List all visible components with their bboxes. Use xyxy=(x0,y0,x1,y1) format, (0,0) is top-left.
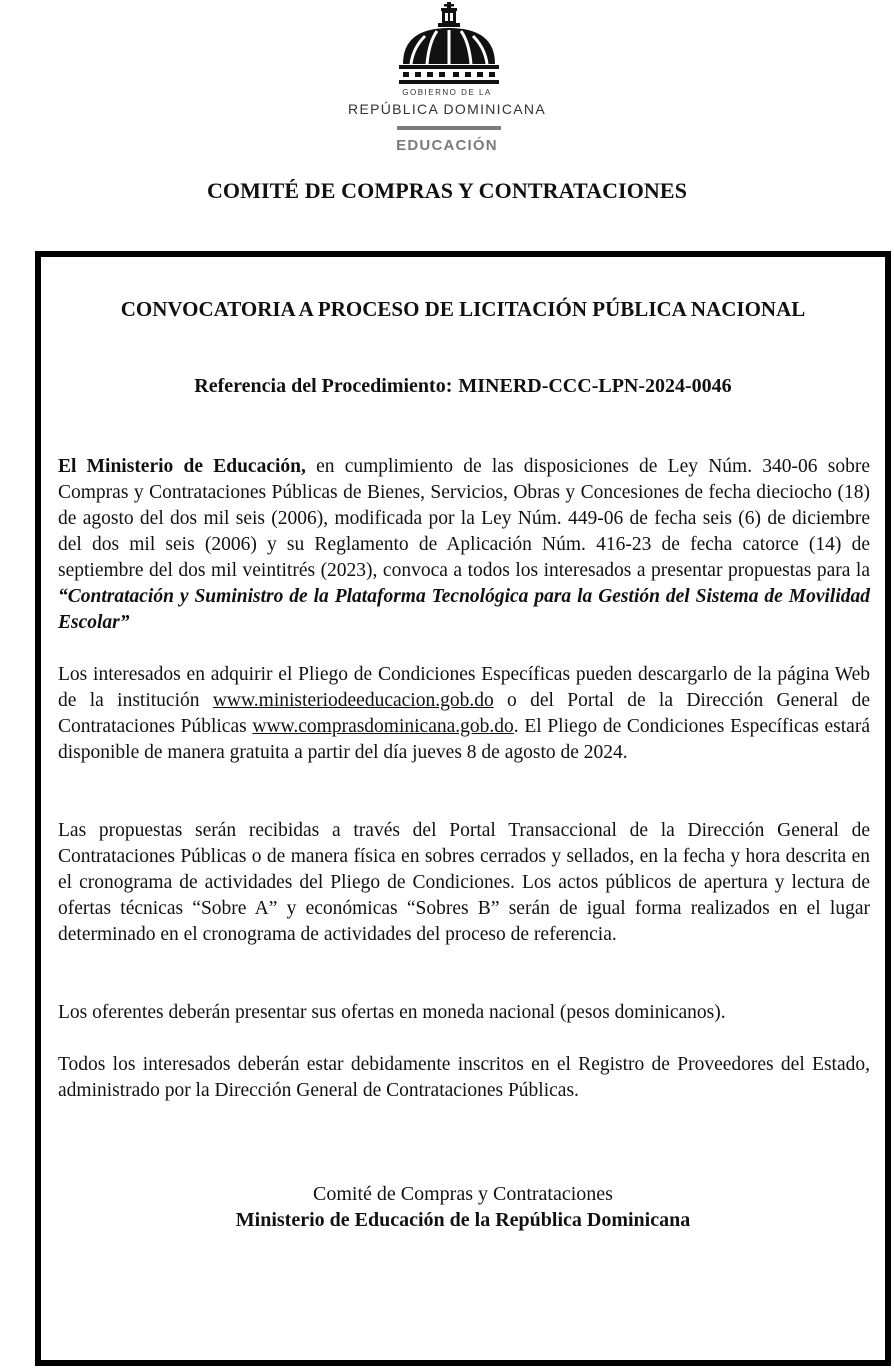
reference-code: MINERD-CCC-LPN-2024-0046 xyxy=(458,375,732,397)
specifications-text-3: . El Pliego de Condiciones Específicas estará disponible de manera gratuita a partir del día jueves 8 de agosto de 2024. xyxy=(58,716,870,763)
paragraph-convocation xyxy=(58,454,870,636)
logo-department-text: EDUCACIÓN xyxy=(396,137,498,154)
logo-gov-big-text: REPÚBLICA DOMINICANA xyxy=(348,101,546,117)
paragraph-currency: Los oferentes deberán presentar sus ofertas en moneda nacional (pesos dominicanos). xyxy=(58,1002,726,1023)
convocation-body: en cumplimiento de las disposiciones de Ley Núm. 340-06 sobre Compras y Contrataciones Públicas de Bienes, Servicios, Obras y Concesiones de fecha dieciocho (18) de agosto del dos mil seis (2006), modificada por la Ley Núm. 449-06 de fecha seis (6) de diciembre del dos mil seis (2006) y su Reglamento de Aplicación Núm. 416-23 de fecha catorce (14) de septiembre del dos mil veintitrés (2023), convoca a todos los interesados a presentar propuestas para la xyxy=(58,456,870,581)
paragraph-specifications xyxy=(58,662,870,766)
procedure-reference xyxy=(41,375,885,398)
specifications-text-1: Los interesados en adquirir el Pliego de Condiciones Específicas pueden descargarlo de la página Web de la institución xyxy=(58,664,870,711)
notice-title: CONVOCATORIA A PROCESO DE LICITACIÓN PÚBLICA NACIONAL xyxy=(120,297,806,321)
signature-ministry: Ministerio de Educación de la República Dominicana xyxy=(235,1209,691,1231)
ministry-lead: El Ministerio de Educación, xyxy=(58,456,306,477)
committee-title: COMITÉ DE COMPRAS Y CONTRATACIONES xyxy=(206,178,688,203)
ministry-website-link[interactable]: www.ministeriodeeducacion.gob.do xyxy=(212,690,494,711)
logo-gov-small-text: GOBIERNO DE LA xyxy=(402,88,492,97)
signature-committee: Comité de Compras y Contrataciones xyxy=(313,1183,613,1205)
procurement-object: “Contratación y Suministro de la Plataforma Tecnológica para la Gestión del Sistema de Movilidad Escolar” xyxy=(58,586,870,633)
reference-label: Referencia del Procedimiento: xyxy=(194,375,453,397)
logo-divider xyxy=(397,126,501,130)
dome-emblem-icon xyxy=(397,2,501,88)
paragraph-registry: Todos los interesados deberán estar debidamente inscritos en el Registro de Proveedores del Estado, administrado por la Dirección General de Contrataciones Públicas. xyxy=(58,1054,870,1101)
specifications-text-2: o del Portal de la Dirección General de Contrataciones Públicas xyxy=(58,690,871,737)
compras-portal-link[interactable]: www.comprasdominicana.gob.do xyxy=(252,716,514,737)
notice-box xyxy=(35,251,891,1366)
government-logo xyxy=(0,0,894,165)
paragraph-proposals: Las propuestas serán recibidas a través del Portal Transaccional de la Dirección General de Contrataciones Públicas o de manera física en sobres cerrados y sellados, en la fecha y hora descrita en el cronograma de actividades del Pliego de Condiciones. Los actos públicos de apertura y lectura de ofertas técnicas “Sobre A” y económicas “Sobres B” serán de igual forma realizados en el lugar determinado en el cronograma de actividades del proceso de referencia. xyxy=(58,820,870,945)
